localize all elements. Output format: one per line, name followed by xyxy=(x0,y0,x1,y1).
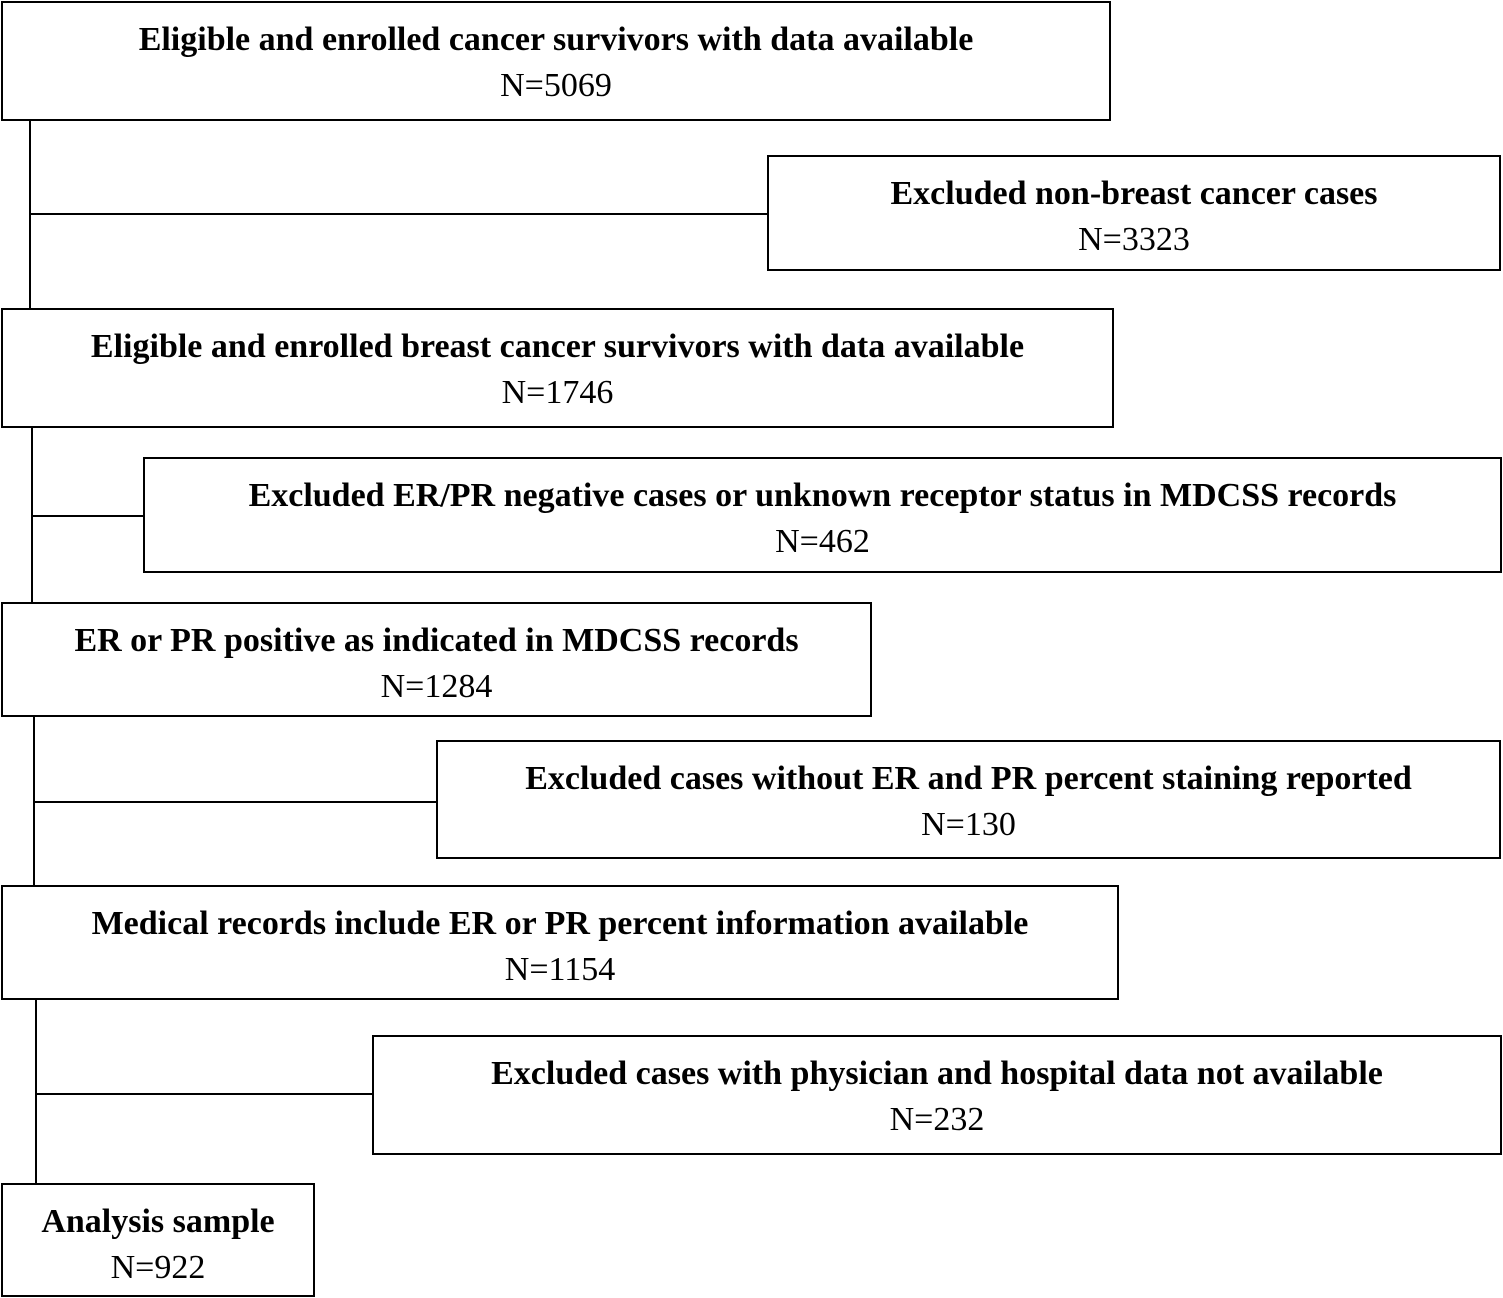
box-excluded-er-pr-negative xyxy=(143,457,1502,573)
box-count: N=1154 xyxy=(504,951,616,988)
box-count: N=130 xyxy=(921,806,1016,843)
box-title: Excluded cases with physician and hospital data not available xyxy=(491,1055,1383,1092)
box-count: N=1284 xyxy=(380,668,493,705)
box-count: N=3323 xyxy=(1078,221,1190,258)
box-title: Excluded ER/PR negative cases or unknown receptor status in MDCSS records xyxy=(248,477,1397,514)
box-title: Medical records include ER or PR percent information available xyxy=(91,905,1029,942)
box-count: N=1746 xyxy=(501,374,614,411)
box-enrolled-cancer-survivors xyxy=(1,1,1111,121)
box-title: Analysis sample xyxy=(41,1203,275,1240)
box-count: N=922 xyxy=(110,1249,206,1286)
box-title: ER or PR positive as indicated in MDCSS records xyxy=(74,622,799,659)
box-excluded-no-staining-percent xyxy=(436,740,1501,859)
box-medical-records-available xyxy=(1,885,1119,1000)
box-count: N=462 xyxy=(775,523,870,560)
box-er-pr-positive xyxy=(1,602,872,717)
box-title: Excluded non-breast cancer cases xyxy=(890,175,1378,212)
box-analysis-sample xyxy=(1,1183,315,1297)
box-count: N=5069 xyxy=(500,67,612,104)
box-title: Excluded cases without ER and PR percent staining reported xyxy=(525,760,1412,797)
box-count: N=232 xyxy=(889,1101,985,1138)
box-title: Eligible and enrolled breast cancer survivors with data available xyxy=(90,328,1025,365)
box-excluded-no-physician-hospital-data xyxy=(372,1035,1502,1155)
box-title: Eligible and enrolled cancer survivors with data available xyxy=(138,21,974,58)
box-enrolled-breast-cancer-survivors xyxy=(1,308,1114,428)
box-excluded-non-breast xyxy=(767,155,1501,271)
